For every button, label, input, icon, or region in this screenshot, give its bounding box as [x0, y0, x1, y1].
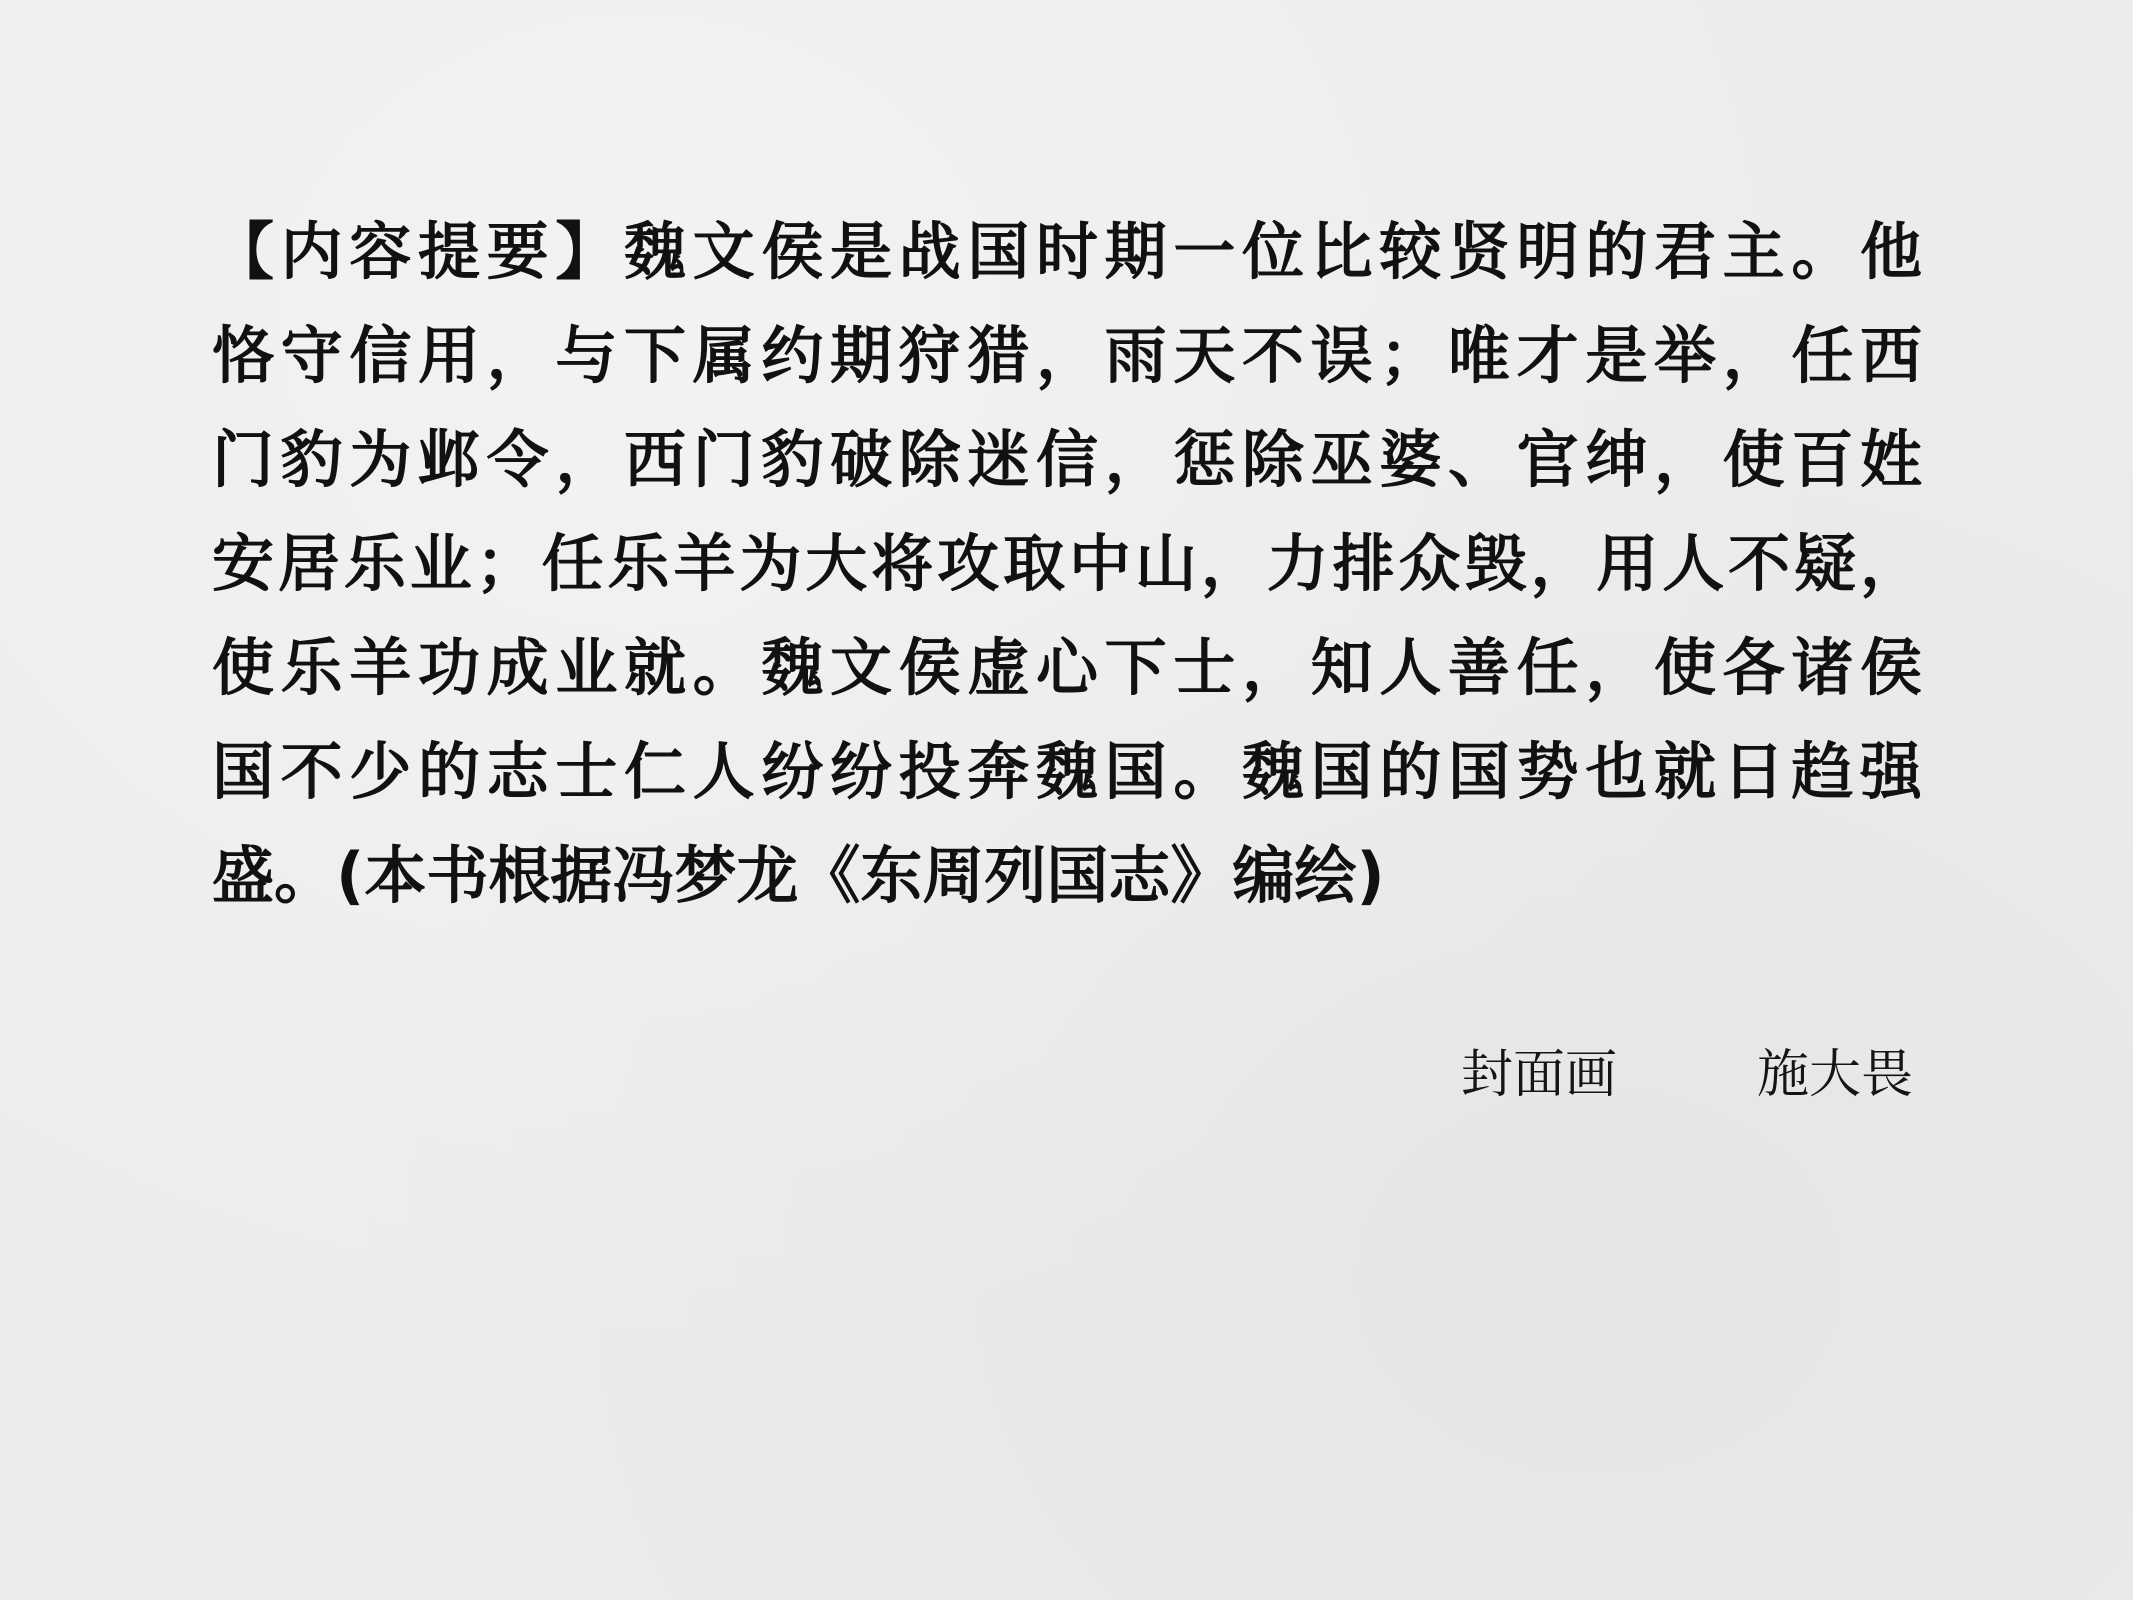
synopsis-line: 使乐羊功成业就。魏文侯虚心下士，知人善任，使各诸侯	[212, 631, 1922, 704]
credit-label: 封面画	[1460, 1045, 1617, 1105]
synopsis-line: 【内容提要】魏文侯是战国时期一位比较贤明的君主。他	[212, 215, 1922, 288]
synopsis-line: 恪守信用，与下属约期狩猎，雨天不误；唯才是举，任西	[212, 319, 1922, 392]
synopsis-paragraph	[212, 200, 1922, 928]
synopsis-line: 盛。(本书根据冯梦龙《东周列国志》编绘)	[212, 839, 1385, 912]
cover-art-credit	[1461, 1040, 1913, 1110]
synopsis-line: 国不少的志士仁人纷纷投奔魏国。魏国的国势也就日趋强	[212, 735, 1922, 808]
synopsis-line: 安居乐业；任乐羊为大将攻取中山，力排众毁，用人不疑，	[212, 527, 1922, 600]
credit-artist-name: 施大畏	[1756, 1045, 1913, 1105]
synopsis-line: 门豹为邺令，西门豹破除迷信，惩除巫婆、官绅，使百姓	[212, 423, 1922, 496]
